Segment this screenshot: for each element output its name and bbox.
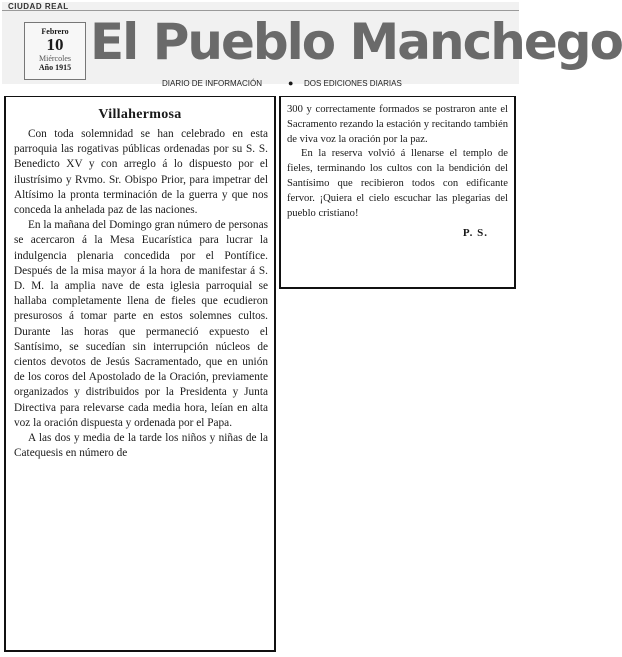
article-right-column bbox=[279, 96, 516, 289]
article-title: Villahermosa bbox=[98, 107, 182, 122]
date-day: 10 bbox=[46, 35, 64, 54]
date-box bbox=[24, 22, 86, 80]
masthead-bullet-icon: ● bbox=[288, 78, 294, 88]
article-paragraph: Con toda solemnidad se han celebrado en esta parroquia las rogativas públicas ordenadas por su S. S. Benedicto XV y con arreglo á lo dispuesto por el ilustrísimo y Rvmo. Sr. Obispo Prior, para impetrar del Altísimo la pronta terminación de la guerra y que nos conceda la anhelada paz de las naciones. bbox=[14, 128, 268, 217]
masthead-subtitle-left: DIARIO DE INFORMACIÓN bbox=[162, 79, 263, 88]
date-year: Año 1915 bbox=[38, 63, 72, 72]
article-paragraph: A las dos y media de la tarde los niños y niñas de la Catequesis en número de bbox=[14, 432, 268, 460]
article-paragraph: En la mañana del Domingo gran número de personas se acercaron á la Mesa Eucarística para lucrar la indulgencia plenaria concedida por el Pontífice. Después de la misa mayor á la hora de manifestar á S. D. M. la amplia nave de esta iglesia parroquial se hallaba completamente llena de fieles que ecudieron presurosos á tomar parte en estos solemnes cultos. Durante las horas que permaneció expuesto el Santísimo, se sucedían sin interrupción núcleos de cientos devotos de Jesús Sacramentado, que en unión de los coros del Apostolado de la Oración, previamente organizados y distribuidos por la Presidenta y Junta Directiva para relevarse cada media hora, leían en alta voz la oración dispuesta y ordenada por el Papa. bbox=[14, 219, 268, 429]
masthead-city: CIUDAD REAL bbox=[8, 2, 69, 11]
article-paragraph: En la reserva volvió á llenarse el templo de fieles, terminando los cultos con la bendición del Santísimo que recibieron todos con edificante fervor. ¡Quiera el cielo escuchar las plegarias del pueblo cristiano! bbox=[287, 148, 508, 219]
masthead-rule bbox=[2, 10, 519, 11]
article-signature: P. S. bbox=[462, 227, 488, 240]
newspaper-title: El Pueblo Manchego bbox=[90, 13, 622, 71]
masthead-subtitle-right: DOS EDICIONES DIARIAS bbox=[304, 79, 402, 88]
date-month: Febrero bbox=[41, 27, 69, 36]
article-left-column bbox=[4, 96, 276, 652]
article-paragraph: 300 y correctamente formados se postraron ante el Sacramento rezando la estación y recitando también de viva voz la oración por la paz. bbox=[287, 104, 508, 145]
date-weekday: Miércoles bbox=[39, 54, 71, 63]
newspaper-masthead bbox=[2, 2, 622, 88]
